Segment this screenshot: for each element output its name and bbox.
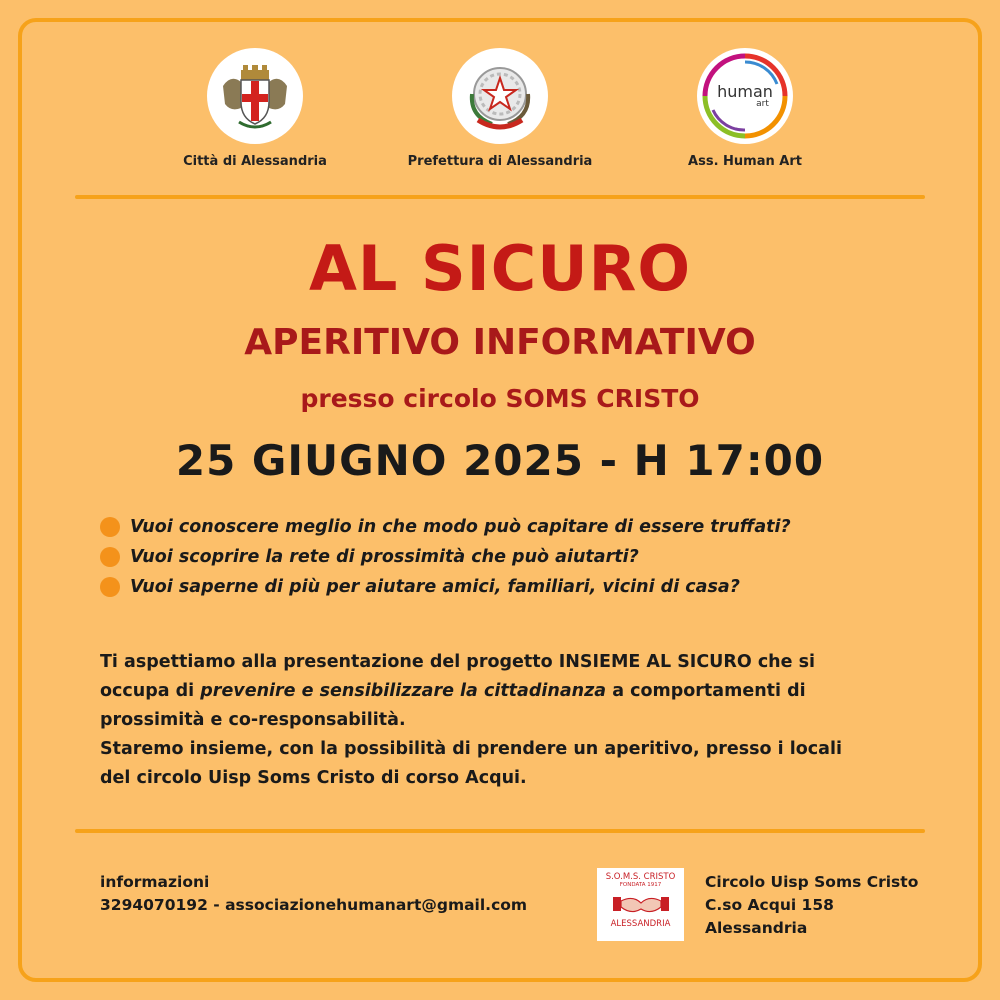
- description-line: prossimità e co-responsabilità.: [100, 710, 406, 730]
- question-text: Vuoi saperne di più per aiutare amici, familiari, vicini di casa?: [130, 577, 740, 597]
- coat-of-arms-icon: [207, 48, 303, 144]
- event-subtitle: APERITIVO INFORMATIVO: [244, 322, 756, 363]
- soms-cristo-logo: [597, 868, 684, 941]
- human-art-logo-sub-text: art: [756, 98, 769, 109]
- soms-logo-founded-text: FONDATA 1917: [619, 882, 662, 888]
- address-city: Alessandria: [705, 919, 808, 937]
- event-datetime: 25 GIUGNO 2025 - H 17:00: [175, 436, 825, 485]
- description-line: del circolo Uisp Soms Cristo di corso Acqui.: [100, 768, 527, 788]
- soms-logo-bottom-text: ALESSANDRIA: [610, 919, 671, 929]
- contact-phone-email[interactable]: 3294070192 - associazionehumanart@gmail.com: [100, 896, 528, 914]
- event-venue: presso circolo SOMS CRISTO: [300, 384, 700, 413]
- bullet-dot-icon: [100, 547, 120, 567]
- question-text: Vuoi scoprire la rete di prossimità che può aiutarti?: [130, 547, 639, 567]
- question-text: Vuoi conoscere meglio in che modo può capitare di essere truffati?: [130, 517, 791, 537]
- human-art-logo-main-text: human: [717, 81, 773, 101]
- address-name: Circolo Uisp Soms Cristo: [705, 873, 919, 891]
- description-line: Ti aspettiamo alla presentazione del progetto INSIEME AL SICURO che si: [100, 652, 816, 672]
- event-title: AL SICURO: [308, 232, 692, 305]
- bullet-dot-icon: [100, 517, 120, 537]
- logo-caption: Ass. Human Art: [688, 154, 802, 169]
- soms-logo-top-text: S.O.M.S. CRISTO: [605, 872, 676, 882]
- logo-human-art: [615, 48, 875, 169]
- description-segment: occupa di: [100, 681, 201, 701]
- contact-label: informazioni: [100, 873, 210, 891]
- divider-top: [75, 195, 925, 199]
- logo-prefettura: [370, 48, 630, 169]
- bullet-dot-icon: [100, 577, 120, 597]
- list-item: [100, 542, 791, 572]
- logo-caption: Città di Alessandria: [183, 154, 327, 169]
- italian-emblem-icon: [452, 48, 548, 144]
- logo-caption: Prefettura di Alessandria: [407, 154, 593, 169]
- logo-citta-alessandria: [125, 48, 385, 169]
- event-description: [100, 648, 900, 793]
- handshake-icon: [611, 889, 671, 919]
- divider-bottom: [75, 829, 925, 833]
- description-line: Staremo insieme, con la possibilità di prendere un aperitivo, presso i locali: [100, 739, 842, 759]
- question-list: [100, 512, 791, 602]
- contact-info: [100, 871, 527, 917]
- list-item: [100, 512, 791, 542]
- human-art-logo-icon: [697, 48, 793, 144]
- description-line: [100, 677, 900, 706]
- list-item: [100, 572, 791, 602]
- address-street: C.so Acqui 158: [705, 896, 834, 914]
- description-segment: a comportamenti di: [606, 681, 806, 701]
- venue-address: [705, 871, 918, 940]
- description-emphasis: prevenire e sensibilizzare la cittadinanza: [200, 681, 607, 701]
